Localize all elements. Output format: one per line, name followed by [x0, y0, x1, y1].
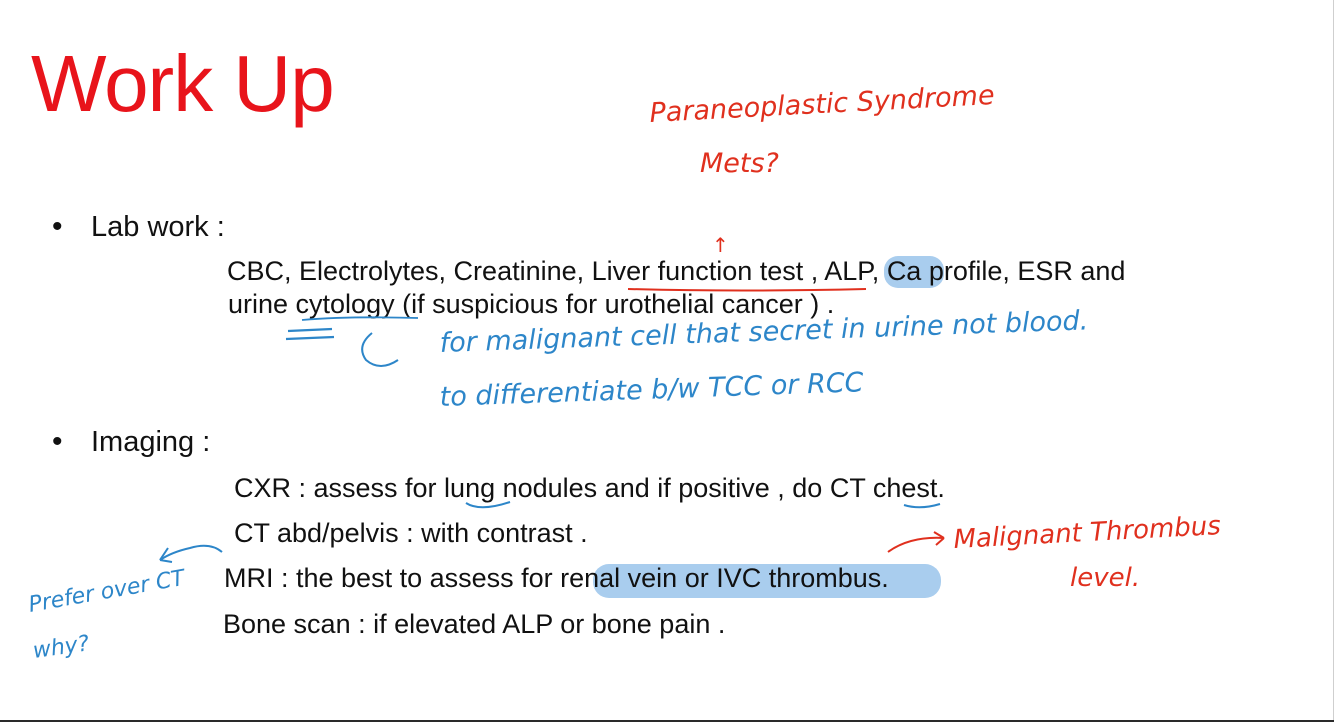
- section-label-lab-work: Lab work :: [91, 211, 225, 243]
- slide-title: Work Up: [31, 39, 334, 128]
- red-arrow: [888, 538, 944, 552]
- lab-line-2: urine cytology (if suspicious for urothelial cancer ) .: [228, 289, 835, 319]
- blue-arrow: [160, 546, 222, 560]
- note-level: level.: [1070, 563, 1141, 593]
- bullet-dot: •: [52, 425, 63, 458]
- note-malignant-thrombus: Malignant Thrombus: [952, 511, 1222, 555]
- red-arrow-head: [934, 532, 944, 545]
- note-arrow-mark: ↑: [712, 233, 729, 257]
- lab-line-1: CBC, Electrolytes, Creatinine, Liver function test , ALP, Ca profile, ESR and: [227, 256, 1126, 286]
- bracket-mark: [362, 333, 398, 366]
- note-mets: Mets?: [700, 148, 779, 179]
- blue-arrow-head: [160, 548, 172, 562]
- imaging-line-ct: CT abd/pelvis : with contrast .: [234, 518, 588, 548]
- note-malignant-cell: for malignant cell that secret in urine not blood.: [439, 305, 1089, 359]
- imaging-line-mri: MRI : the best to assess for renal vein or IVC thrombus.: [224, 563, 889, 593]
- imaging-line-cxr: CXR : assess for lung nodules and if positive , do CT chest.: [234, 473, 945, 503]
- note-tcc-rcc: to differentiate b/w TCC or RCC: [439, 367, 865, 413]
- double-dash-mark: [286, 329, 334, 339]
- note-why: why?: [31, 631, 91, 664]
- section-label-imaging: Imaging :: [91, 426, 211, 458]
- blue-underline: [904, 504, 940, 507]
- note-paraneoplastic: Paraneoplastic Syndrome: [648, 79, 996, 129]
- imaging-line-bone-scan: Bone scan : if elevated ALP or bone pain .: [223, 609, 726, 639]
- note-prefer-over-ct: Prefer over CT: [26, 565, 187, 618]
- bullet-dot: •: [52, 210, 63, 243]
